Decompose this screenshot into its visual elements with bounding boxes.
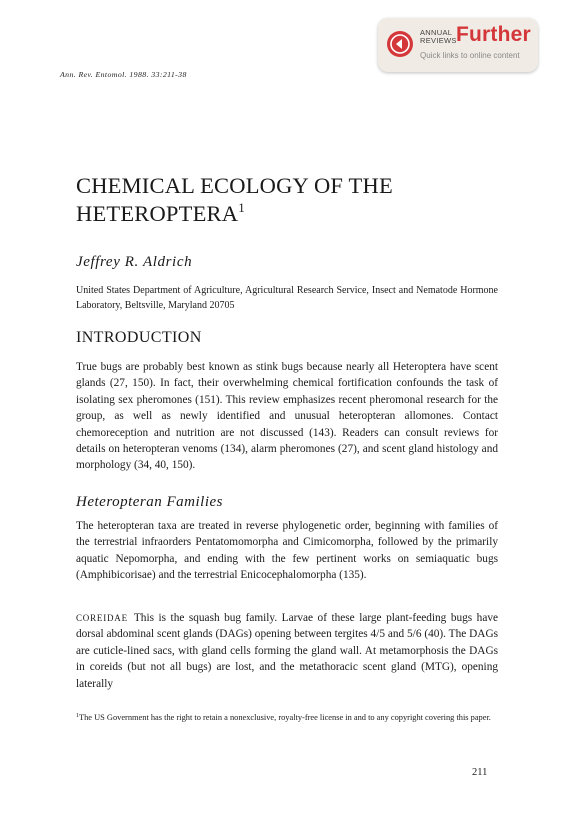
title-footnote-mark[interactable]: 1 [238, 200, 245, 215]
further-arrow-icon [387, 31, 413, 57]
journal-reference: Ann. Rev. Entomol. 1988. 33:211-38 [60, 70, 187, 79]
families-paragraph: The heteropteran taxa are treated in reverse phylogenetic order, beginning with families of the terrestrial infraorders Pentatomomorpha and Cimicomorpha, followed by the primarily aquatic Nepomorpha, and ending with the few pertinent works on semiaquatic bugs (Amphibicorisae) and the terrestrial Enicocephalomorpha (135). [76, 520, 498, 582]
badge-reviews-text: REVIEWS [420, 36, 457, 45]
coreidae-paragraph-text: This is the squash bug family. Larvae of these large plant-feeding bugs have dorsal abdominal scent glands (DAGs) opening between tergites 4/5 and 5/6 (40). The DAGs are cuticle-lined sacs, with gland cells forming the gland wall. At metamorphosis the DAGs in coreids (but not all bugs) are lost, and the metathoracic scent gland (MTG), opening laterally [76, 612, 498, 690]
badge-annual-reviews [420, 29, 457, 45]
footnote-mark: 1 [76, 713, 79, 719]
author-affiliation: United States Department of Agriculture, Agricultural Research Service, Insect and Nematode Hormone Laboratory, Beltsville, Maryland 20705 [76, 285, 498, 311]
badge-annual-text: ANNUAL [420, 28, 453, 37]
intro-paragraph: True bugs are probably best known as stink bugs because nearly all Heteroptera have scent glands (27, 150). In fact, their overwhelming chemical fortification confounds the task of isolating sex pheromones (151). This review emphasizes recent pheromonal research for the group, as well as newly identified and unusual heteropteran allomones. Contact chemoreception and nutrition are not discussed (143). Readers can consult reviews for details on heteropteran venoms (134), alarm pheromones (27), and scent gland histology and morphology (34, 40, 150). [76, 361, 498, 472]
coreidae-runin-heading: COREIDAE [76, 613, 128, 623]
badge-quick-links-link[interactable]: Quick links to online content [420, 51, 520, 60]
footnote-text: The US Government has the right to retain a nonexclusive, royalty-free license in and to any copyright covering this paper. [79, 713, 491, 722]
article-title [76, 172, 496, 228]
section-heading-introduction: INTRODUCTION [76, 329, 202, 346]
coreidae-paragraph [76, 610, 498, 692]
author-name: Jeffrey R. Aldrich [76, 254, 193, 270]
badge-further-text: Further [456, 23, 531, 46]
title-line-2 [76, 200, 496, 228]
footnote [76, 711, 498, 724]
subsection-heading-families: Heteropteran Families [76, 494, 224, 510]
title-line-2-text: HETEROPTERA [76, 201, 239, 226]
page-number: 211 [472, 767, 488, 778]
annual-reviews-further-badge[interactable] [378, 18, 538, 72]
title-line-1: CHEMICAL ECOLOGY OF THE [76, 173, 393, 198]
